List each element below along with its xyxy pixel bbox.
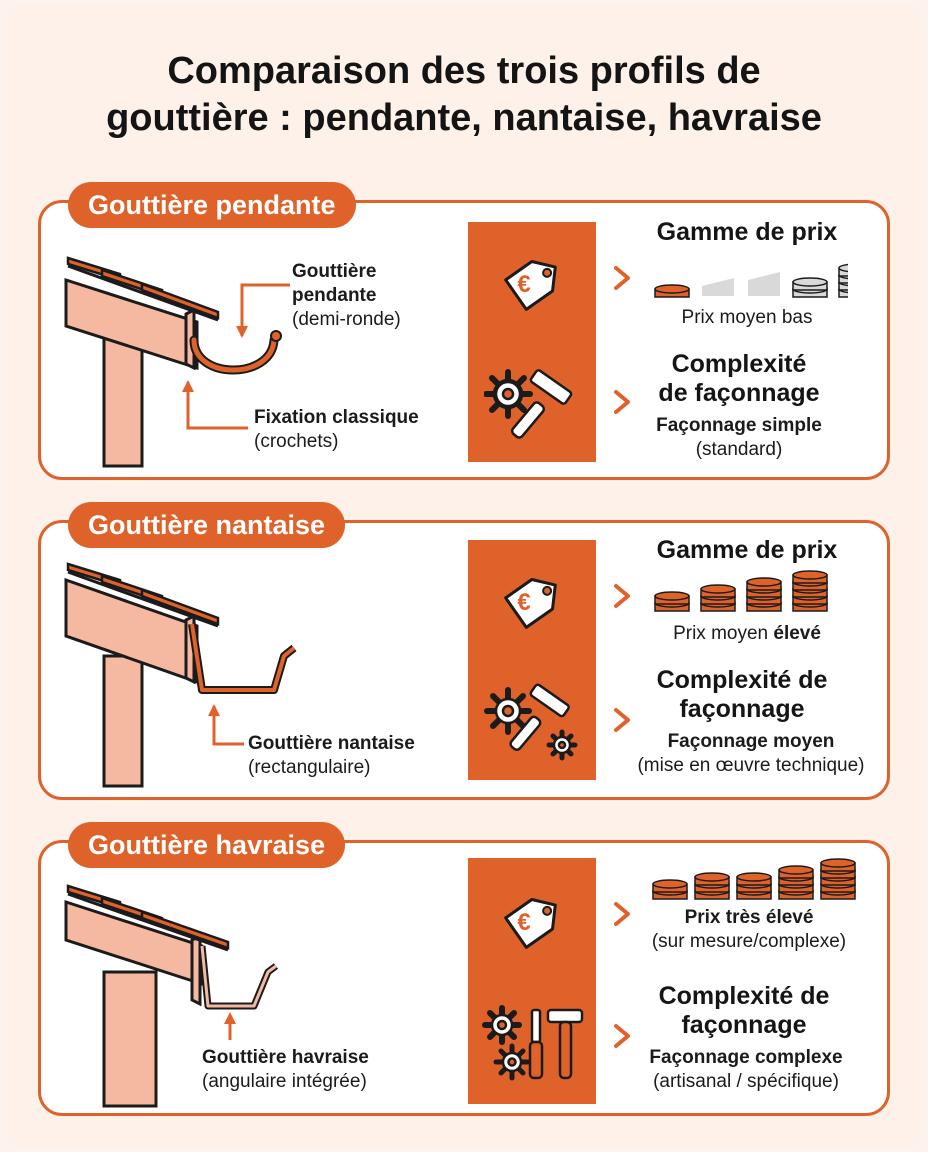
callout-gutter-havraise-bold: Gouttière havraise [202,1047,369,1068]
price-sub-normal: Prix moyen [673,623,774,644]
svg-text:€: € [517,271,531,298]
price-note: (sur mesure/complexe) [651,931,847,952]
callout-fixation-bold: Fixation classique [254,407,419,428]
price-sub-havraise [624,906,874,954]
callout-gutter-nantaise-bold: Gouttière nantaise [248,733,415,754]
callout-gutter-pendante-line-2: pendante [292,285,377,306]
price-level-coins [648,564,848,618]
complexity-level: Façonnage complexe [649,1047,843,1068]
euro-price-tag-icon [494,560,574,640]
price-level-coins [648,250,848,300]
price-sub-pendante: Prix moyen bas [681,307,813,328]
complexity-note: (artisanal / spécifique) [653,1071,839,1092]
title-line-2: gouttière : pendante, nantaise, havraise [106,97,822,139]
price-sub-bold: élevé [773,623,821,644]
complexity-sub-havraise [624,1046,868,1094]
callout-gutter-nantaise [248,732,415,780]
complexity-title-havraise [624,982,864,1040]
section-label-pendante: Gouttière pendante [68,182,356,228]
gear-hammer-icon [484,364,584,444]
price-title-pendante: Gamme de prix [656,218,838,246]
complexity-note: (mise en œuvre technique) [637,755,865,776]
complexity-title-line-1: Complexité [671,350,807,378]
title-line-1: Comparaison des trois profils de [167,50,761,92]
callout-gutter-nantaise-note: (rectangulaire) [248,757,371,778]
complexity-sub-nantaise [616,730,886,778]
complexity-title-line-1: Complexité de [656,666,828,694]
section-label-havraise: Gouttière havraise [68,822,345,868]
callout-gutter-havraise-note: (angulaire intégrée) [202,1071,367,1092]
svg-text:€: € [517,909,531,936]
callout-fixation [254,406,419,454]
euro-price-tag-icon [494,880,574,960]
gears-tools-icon [482,1000,586,1086]
complexity-sub-pendante [624,414,854,462]
price-level-coins [644,854,864,904]
complexity-level: Façonnage simple [656,415,822,436]
gears-hammer-wrench-icon [484,682,584,762]
complexity-title-line-2: de façonnage [658,379,820,407]
complexity-title-pendante [624,350,854,408]
chevron-right-icon [612,264,632,292]
price-sub-nantaise [640,622,854,646]
euro-price-tag-icon [494,242,574,322]
complexity-level: Façonnage moyen [667,731,835,752]
price-level-label: Prix très élevé [684,907,814,928]
price-title-nantaise: Gamme de prix [656,536,838,564]
callout-gutter-pendante [292,260,401,332]
complexity-title-line-1: Complexité de [658,982,830,1010]
complexity-title-line-2: façonnage [681,1011,807,1039]
chevron-right-icon [612,582,632,610]
svg-text:€: € [517,589,531,616]
section-label-nantaise: Gouttière nantaise [68,502,345,548]
complexity-note: (standard) [695,439,783,460]
callout-gutter-havraise [202,1046,369,1094]
complexity-title-line-2: façonnage [679,695,805,723]
callout-gutter-pendante-note: (demi-ronde) [292,309,401,330]
complexity-title-nantaise [624,666,860,724]
callout-fixation-note: (crochets) [254,431,339,452]
callout-gutter-pendante-line-1: Gouttière [292,261,377,282]
page-title [0,48,928,142]
